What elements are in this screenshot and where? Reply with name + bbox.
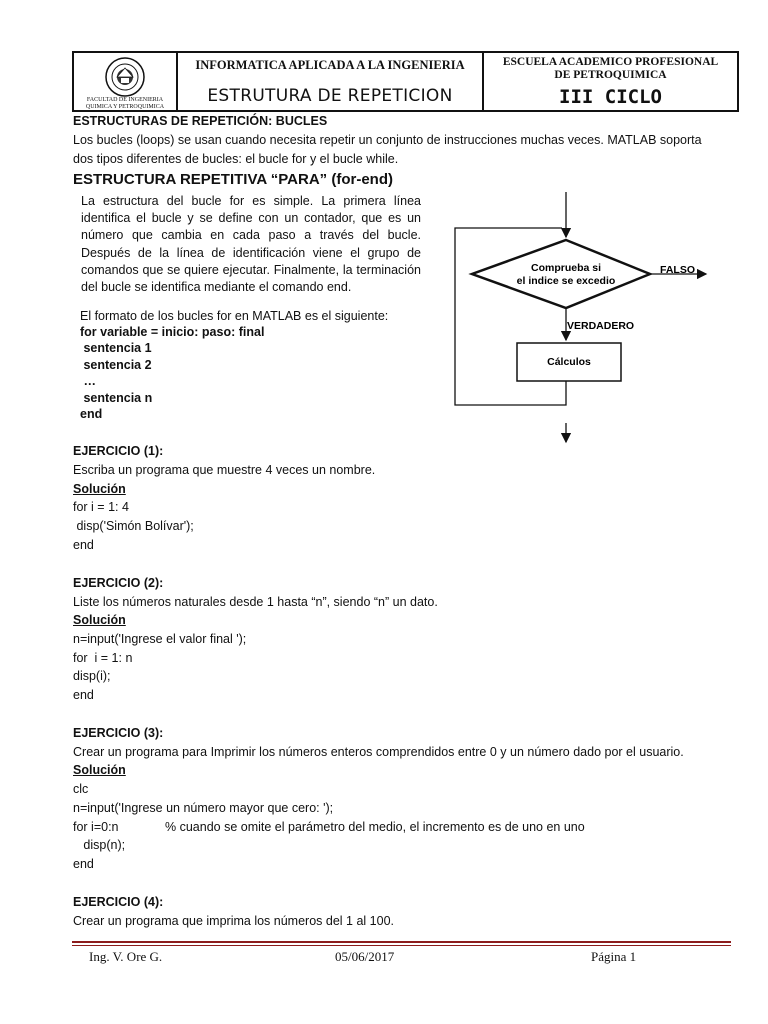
cycle-title: III CICLO xyxy=(559,86,662,108)
exercise-2-statement: Liste los números naturales desde 1 hasta “n”, siendo “n” un dato. xyxy=(73,595,438,609)
syntax-line-2: sentencia 1 xyxy=(80,341,152,355)
footer-rule-thin xyxy=(72,945,731,946)
exercise-1-code-line-2: disp('Simón Bolívar'); xyxy=(73,519,194,533)
footer-date: 05/06/2017 xyxy=(335,949,395,964)
logo-caption-line-1: FACULTAD DE INGENIERIA xyxy=(86,97,164,103)
exercise-3-code-comment: % cuando se omite el parámetro del medio, el incremento es de uno en uno xyxy=(165,820,585,834)
exercise-1-code-line-3: end xyxy=(73,538,94,552)
school-title xyxy=(484,56,737,82)
for-loop-flowchart xyxy=(450,190,730,445)
footer-rule-thick xyxy=(72,941,731,943)
decision-text-2: el indice se excedio xyxy=(516,275,616,287)
exercise-2-code-line-3: disp(i); xyxy=(73,669,111,683)
university-seal-logo xyxy=(104,56,146,98)
school-cell xyxy=(484,53,737,110)
logo-caption xyxy=(74,97,176,110)
intro-heading: ESTRUCTURAS DE REPETICIÓN: BUCLES xyxy=(73,114,328,128)
exercise-2-title: EJERCICIO (2): xyxy=(73,576,164,590)
exercise-3-code-line-3: for i=0:n xyxy=(73,820,119,834)
exercise-2-code-line-4: end xyxy=(73,688,94,702)
decision-text-1: Comprueba si xyxy=(530,262,602,274)
process-text: Cálculos xyxy=(547,356,591,368)
format-intro: El formato de los bucles for en MATLAB es el siguiente: xyxy=(80,309,389,323)
exercise-2-code-line-1: n=input('Ingrese el valor final '); xyxy=(73,632,247,646)
exercise-3-code-line-1: clc xyxy=(73,782,89,796)
exercise-3-statement: Crear un programa para Imprimir los números enteros comprendidos entre 0 y un número dado por el usuario. xyxy=(73,745,684,759)
exercise-2-code-line-2: for i = 1: n xyxy=(73,651,133,665)
section-paragraph: La estructura del bucle for es simple. La primera línea identifica el bucle y se define con un contador, que es un número que cambia en cada paso a través del bucle. Después de la línea de identificación viene el grupo de comandos que se quiere ejecutar. Finalmente, la terminación del bucle se identifica mediante el comando end. xyxy=(81,194,421,295)
exercise-3-title: EJERCICIO (3): xyxy=(73,726,164,740)
false-label: FALSO xyxy=(660,264,696,276)
course-cell xyxy=(178,53,484,110)
document-header xyxy=(72,51,739,112)
syntax-line-3: sentencia 2 xyxy=(80,358,152,372)
exercise-1-solution-label: Solución xyxy=(73,482,126,496)
section-title: ESTRUCTURA REPETITIVA “PARA” (for-end) xyxy=(73,171,393,188)
logo-cell xyxy=(74,53,178,110)
exercise-4-statement: Crear un programa que imprima los números del 1 al 100. xyxy=(73,914,394,928)
syntax-line-5: sentencia n xyxy=(80,391,153,405)
decision-diamond xyxy=(472,240,650,308)
exercise-3-solution-label: Solución xyxy=(73,763,126,777)
syntax-line-6: end xyxy=(80,407,103,421)
logo-caption-line-2: QUIMICA Y PETROQUIMICA xyxy=(85,103,165,110)
exercise-1-statement: Escriba un programa que muestre 4 veces un nombre. xyxy=(73,463,376,477)
syntax-line-4: … xyxy=(80,374,96,388)
exercise-2-solution-label: Solución xyxy=(73,613,126,627)
course-title: INFORMATICA APLICADA A LA INGENIERIA xyxy=(195,58,465,72)
exercise-3-code-line-4: disp(n); xyxy=(73,838,126,852)
exercise-3-code-line-2: n=input('Ingrese un número mayor que cero: '); xyxy=(73,801,334,815)
exercise-1-code-line-1: for i = 1: 4 xyxy=(73,500,129,514)
true-label: VERDADERO xyxy=(567,320,635,332)
exercise-3-code-line-5: end xyxy=(73,857,94,871)
school-title-line-2: DE PETROQUIMICA xyxy=(554,69,667,81)
exercise-4-title: EJERCICIO (4): xyxy=(73,895,164,909)
footer-page-number: Página 1 xyxy=(591,949,637,964)
intro-line-1: Los bucles (loops) se usan cuando necesita repetir un conjunto de instrucciones muchas veces. MATLAB soporta xyxy=(73,133,702,147)
intro-line-2: dos tipos diferentes de bucles: el bucle for y el bucle while. xyxy=(73,152,399,166)
exercise-1-title: EJERCICIO (1): xyxy=(73,444,164,458)
school-title-line-1: ESCUELA ACADEMICO PROFESIONAL xyxy=(502,56,719,68)
footer-author: Ing. V. Ore G. xyxy=(89,949,163,964)
topic-title: ESTRUTURA DE REPETICION xyxy=(207,86,453,106)
syntax-line-1: for variable = inicio: paso: final xyxy=(80,325,265,339)
